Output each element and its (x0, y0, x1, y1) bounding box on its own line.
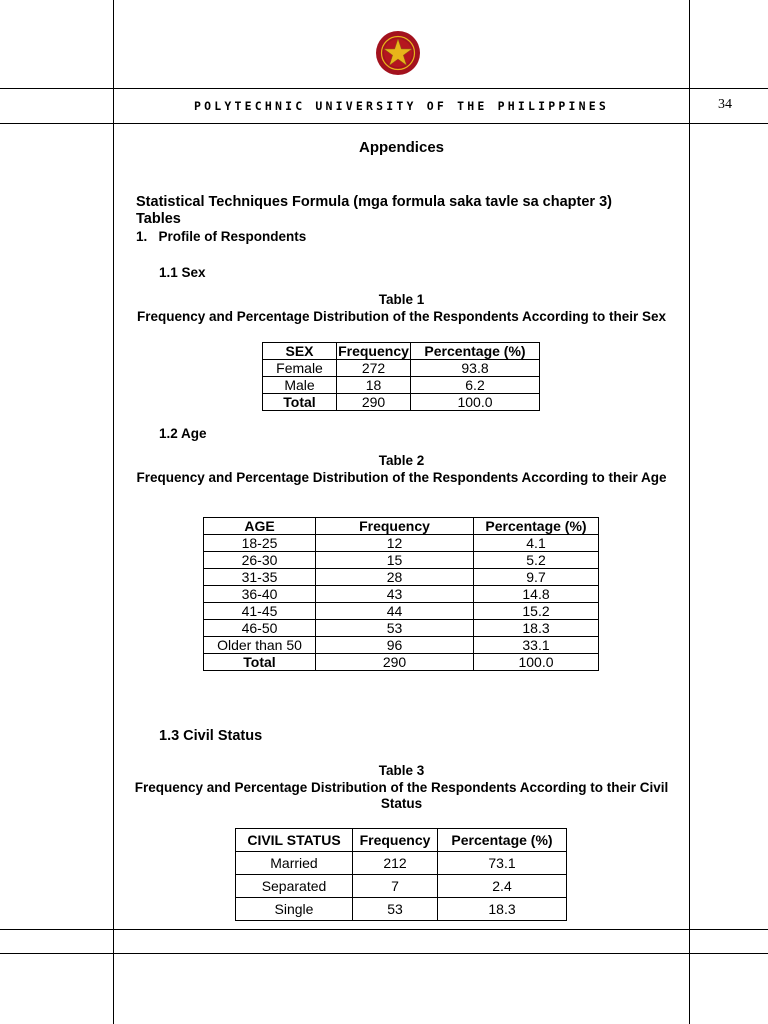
table-row (204, 569, 599, 586)
table-cell: 28 (316, 569, 474, 586)
table-cell: 12 (316, 535, 474, 552)
table-header-row (236, 829, 567, 852)
table-row (204, 535, 599, 552)
table-cell: 53 (316, 620, 474, 637)
table-row (204, 586, 599, 603)
table-cell: 73.1 (438, 852, 567, 875)
table-cell: 272 (337, 360, 411, 377)
profile-heading: 1. Profile of Respondents (136, 229, 307, 244)
table-cell: 100.0 (411, 394, 540, 411)
table-cell: 290 (337, 394, 411, 411)
table-row (236, 852, 567, 875)
table-header-cell: Percentage (%) (438, 829, 567, 852)
table-cell: Total (263, 394, 337, 411)
table-cell: 18-25 (204, 535, 316, 552)
table-header-row (263, 343, 540, 360)
table-header-cell: Percentage (%) (411, 343, 540, 360)
section-subtitle-line1: Statistical Techniques Formula (mga formula saka tavle sa chapter 3) (136, 194, 612, 210)
table-header-cell: Frequency (353, 829, 438, 852)
table1-label: Table 1 (378, 292, 425, 307)
frame-footer-bottom-line (0, 953, 768, 954)
table-header-cell: AGE (204, 518, 316, 535)
frame-right-line (689, 0, 690, 1024)
table-row (204, 620, 599, 637)
table-cell: Total (204, 654, 316, 671)
sex-heading: 1.1 Sex (159, 265, 206, 280)
table-cell: 18.3 (438, 898, 567, 921)
table-cell: 15 (316, 552, 474, 569)
table2-label: Table 2 (378, 453, 425, 468)
pup-seal-icon (375, 30, 421, 76)
appendices-title: Appendices (358, 139, 445, 156)
table-cell: Single (236, 898, 353, 921)
table-cell: 18.3 (474, 620, 599, 637)
table-row (204, 637, 599, 654)
table-cell: Male (263, 377, 337, 394)
table-cell: 290 (316, 654, 474, 671)
age-table (203, 517, 599, 671)
table-cell: 14.8 (474, 586, 599, 603)
table-cell: Female (263, 360, 337, 377)
table-header-cell: Frequency (338, 343, 409, 359)
table-cell: 41-45 (204, 603, 316, 620)
table-cell: 100.0 (474, 654, 599, 671)
table-cell: 33.1 (474, 637, 599, 654)
frame-header-top-line (0, 88, 768, 89)
table-row (263, 360, 540, 377)
table-row (263, 377, 540, 394)
university-name: POLYTECHNIC UNIVERSITY OF THE PHILIPPINES (193, 99, 610, 113)
section-subtitle-line2: Tables (136, 211, 181, 227)
table-cell: 96 (316, 637, 474, 654)
sex-table (262, 342, 540, 411)
table-cell: 9.7 (474, 569, 599, 586)
table-cell: 26-30 (204, 552, 316, 569)
table-cell: Older than 50 (204, 637, 316, 654)
page-number: 34 (718, 97, 732, 112)
table-cell: Married (236, 852, 353, 875)
civil-status-table (235, 828, 567, 921)
table-cell: 93.8 (411, 360, 540, 377)
table1-caption: Frequency and Percentage Distribution of the Respondents According to their Sex (136, 309, 667, 324)
table3-caption-line1: Frequency and Percentage Distribution of the Respondents According to their Civil (134, 780, 669, 795)
frame-header-bottom-line (0, 123, 768, 124)
table-cell: 5.2 (474, 552, 599, 569)
table-total-row (263, 394, 540, 411)
table3-caption-line2: Status (380, 796, 423, 811)
table-cell: 43 (316, 586, 474, 603)
frame-footer-top-line (0, 929, 768, 930)
table-cell: 18 (337, 377, 411, 394)
table-cell: 36-40 (204, 586, 316, 603)
table-cell: 2.4 (438, 875, 567, 898)
table-header-cell: Frequency (316, 518, 474, 535)
table-cell: 31-35 (204, 569, 316, 586)
table-cell: 212 (353, 852, 438, 875)
table-cell: 6.2 (411, 377, 540, 394)
table-cell: 44 (316, 603, 474, 620)
table3-label: Table 3 (378, 763, 425, 778)
table-cell: 15.2 (474, 603, 599, 620)
table-cell: Separated (236, 875, 353, 898)
table-total-row (204, 654, 599, 671)
age-heading: 1.2 Age (159, 426, 207, 441)
table-header-cell: SEX (263, 343, 337, 360)
table-row (236, 875, 567, 898)
civil-status-heading: 1.3 Civil Status (159, 728, 263, 744)
table-row (204, 603, 599, 620)
table-row (204, 552, 599, 569)
table-header-row (204, 518, 599, 535)
table-cell: 4.1 (474, 535, 599, 552)
table-cell: 53 (353, 898, 438, 921)
table2-caption: Frequency and Percentage Distribution of the Respondents According to their Age (136, 470, 667, 485)
table-header-cell: Percentage (%) (474, 518, 599, 535)
table-header-cell: CIVIL STATUS (236, 829, 353, 852)
table-cell: 46-50 (204, 620, 316, 637)
table-row (236, 898, 567, 921)
table-cell: 7 (353, 875, 438, 898)
